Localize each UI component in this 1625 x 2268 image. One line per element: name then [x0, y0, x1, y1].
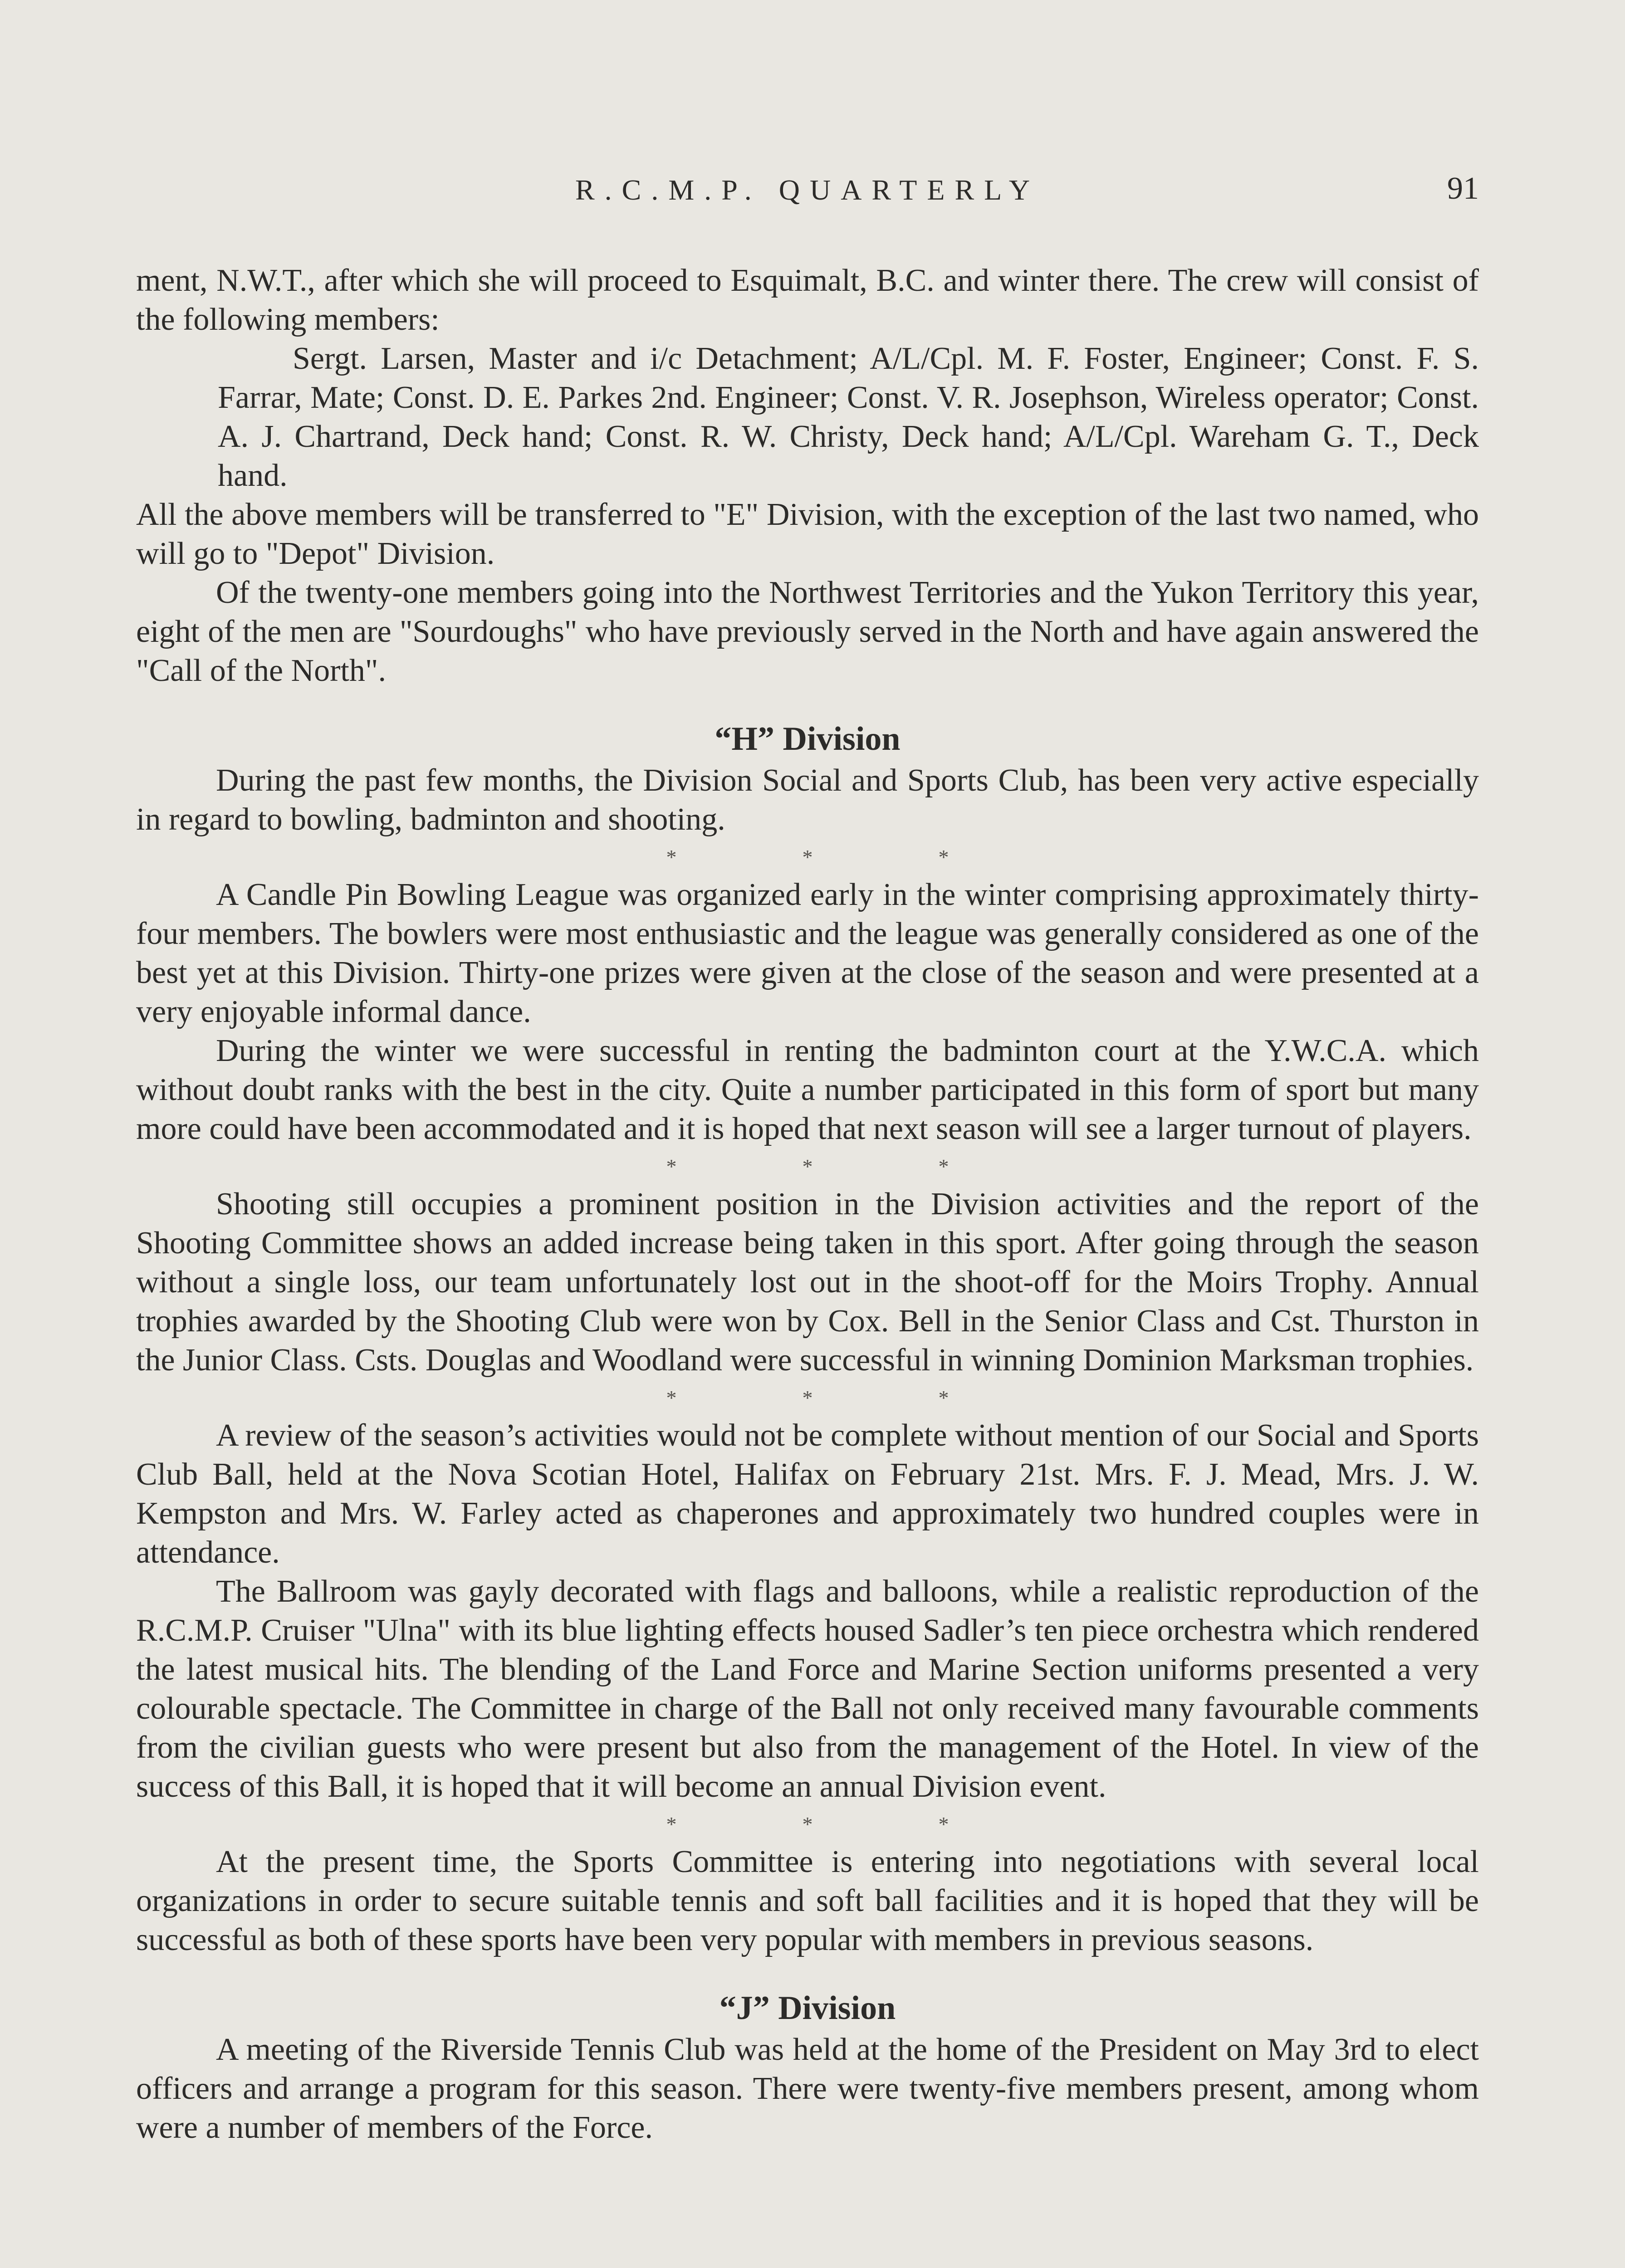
paragraph: At the present time, the Sports Committee is entering into negotiations with several local organizations in order to secure suitable tennis and soft ball facilities and it is hoped that they will be successful as both of these sports have been very popular with members in previous seasons. — [136, 1844, 1479, 1957]
paragraph: All the above members will be transferred to "E" Division, with the exception of the last two named, who will go to "Depot" Division. — [136, 497, 1479, 571]
paragraph: Of the twenty-one members going into the Northwest Territories and the Yukon Territory this year, eight of the men are "Sourdoughs" who have previously served in the North and have again answered the "Call of the North". — [136, 575, 1479, 688]
page-header — [136, 171, 1479, 216]
paragraph: A Candle Pin Bowling League was organized early in the winter comprising approximately thirty-four members. The bowlers were most enthusiastic and the league was generally considered as one of the best yet at this Division. Thirty-one prizes were given at the close of the season and were presented at a very enjoyable informal dance. — [136, 877, 1479, 1029]
paragraph: Shooting still occupies a prominent position in the Division activities and the report of the Shooting Committee shows an added increase being taken in this sport. After going through the season without a single loss, our team unfortunately lost out in the shoot-off for the Moirs Trophy. Annual trophies awarded by the Shooting Club were won by Cox. Bell in the Senior Class and Cst. Thurston in the Junior Class. Csts. Douglas and Woodland were successful in winning Dominion Marksman trophies. — [136, 1187, 1479, 1378]
running-head: R.C.M.P. QUARTERLY — [575, 174, 1040, 206]
section-separator: * * * — [666, 1813, 949, 1836]
section-separator: * * * — [666, 1386, 949, 1409]
section-heading-j-division: “J” Division — [719, 1989, 896, 2027]
paragraph: A review of the season’s activities would not be complete without mention of our Social and Sports Club Ball, held at the Nova Scotian Hotel, Halifax on February 21st. Mrs. F. J. Mead, Mrs. J. W. Kempston and Mrs. W. Farley acted as chaperones and approximately two hundred couples were in attendance. — [136, 1418, 1479, 1570]
section-separator: * * * — [666, 1155, 949, 1178]
section-heading-h-division: “H” Division — [715, 720, 901, 758]
section-separator: * * * — [666, 846, 949, 869]
paragraph: The Ballroom was gayly decorated with flags and balloons, while a realistic reproduction of the R.C.M.P. Cruiser "Ulna" with its blue lighting effects housed Sadler’s ten piece orchestra which rendered the latest musical hits. The blending of the Land Force and Marine Section uniforms presented a very colourable spectacle. The Committee in charge of the Ball not only received many favourable comments from the civilian guests who were present but also from the management of the Hotel. In view of the success of this Ball, it is hoped that it will become an annual Division event. — [136, 1574, 1479, 1804]
paragraph: ment, N.W.T., after which she will proceed to Esquimalt, B.C. and winter there. The crew will consist of the following members: — [136, 263, 1479, 337]
article-body — [136, 261, 1479, 2147]
page-number: 91 — [1447, 171, 1479, 206]
paragraph: A meeting of the Riverside Tennis Club was held at the home of the President on May 3rd to elect officers and arrange a program for this season. There were twenty-five members present, among whom were a number of members of the Force. — [136, 2032, 1479, 2145]
paragraph: During the winter we were successful in renting the badminton court at the Y.W.C.A. which without doubt ranks with the best in the city. Quite a number participated in this form of sport but many more could have been accommodated and it is hoped that next season will see a larger turnout of players. — [136, 1033, 1479, 1146]
paragraph: During the past few months, the Division Social and Sports Club, has been very active especially in regard to bowling, badminton and shooting. — [136, 763, 1479, 837]
crew-list-paragraph: Sergt. Larsen, Master and i/c Detachment; A/L/Cpl. M. F. Foster, Engineer; Const. F. S. Farrar, Mate; Const. D. E. Parkes 2nd. Engineer; Const. V. R. Josephson, Wireless operator; Const. A. J. Chartrand, Deck hand; Const. R. W. Christy, Deck hand; A/L/Cpl. Wareham G. T., Deck hand. — [218, 341, 1479, 493]
